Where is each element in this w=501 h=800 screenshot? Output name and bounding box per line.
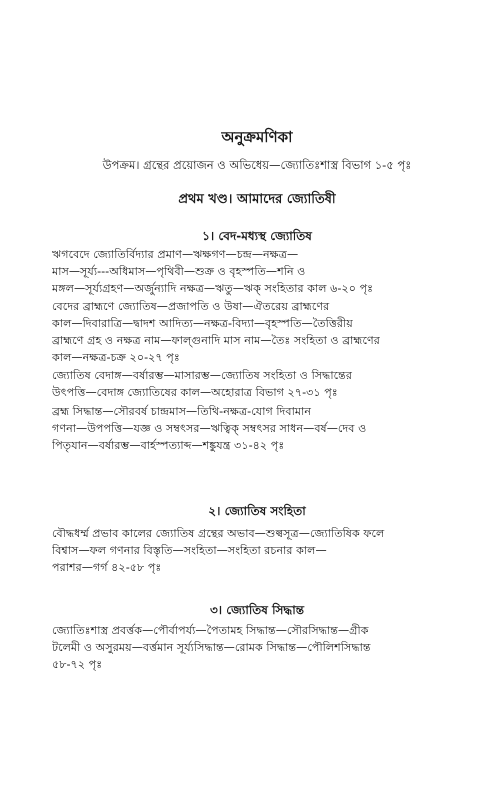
text-line: ঋগবেদে জ্যোতির্বিদ্যার প্রমাণ—ঋক্ষগণ—চন্দ্র—নক্ষত্র— — [52, 248, 299, 261]
text-line: গণনা—উপপত্তি—যজ্ঞ ও সম্বৎসর—ঋত্বিক্‌ সম্বৎসর সাধন—বর্ষ—দেব ও — [52, 422, 367, 436]
part-heading: প্রথম খণ্ড। আমাদের জ্যোতিষী — [178, 192, 336, 207]
paragraph — [52, 367, 462, 401]
paragraph — [52, 403, 462, 455]
text-line: ৫৮-৭২ পৃঃ — [52, 658, 103, 672]
text-line: বেদের ব্রাহ্মণে জ্যোতিষ—প্রজাপতি ও উষা—ঐতরেয় ব্রাহ্মণের — [52, 299, 330, 313]
text-line: ব্রাহ্মণে গ্রহ ও নক্ষত্র নাম—ফাল্গুনাদি মাস নাম—তৈঃ সংহিতা ও ব্রাহ্মণের — [52, 334, 380, 348]
text-line: ব্রহ্ম সিদ্ধান্ত—সৌরবর্ষ চান্দ্রমাস—তিথি-নক্ষত্র-যোগ দিবামান — [52, 405, 312, 418]
text-line: বৌদ্ধধর্ম্ম প্রভাব কালের জ্যোতিষ গ্রন্থের অভাব—শুল্বসূত্র—জ্যোতিষিক ফলে — [52, 527, 385, 540]
text-line: কাল—নক্ষত্র-চক্র ২০-২৭ পৃঃ — [52, 351, 180, 365]
text-line: উৎপত্তি—বেদাঙ্গ জ্যোতিষের কাল—অহোরাত্র বিভাগ ২৭-৩১ পৃঃ — [52, 386, 338, 400]
text-line: পিতৃযান—বর্ষারম্ভ—বার্হস্পত্যাব্দ—শঙ্কুযন্ত্র ৩১-৪২ পৃঃ — [52, 439, 285, 453]
text-line: জ্যোতিঃশাস্ত্র প্রবর্ত্তক—পৌর্বাপর্য্য—পৈতামহ সিদ্ধান্ত—সৌরসিদ্ধান্ত—গ্রীক — [52, 624, 369, 637]
text-line: কাল—দিবারাত্রি—দ্বাদশ আদিত্য—নক্ষত্র-বিদ্যা—বৃহস্পতি—তৈত্তিরীয় — [52, 316, 353, 330]
page-title: অনুক্রমণিকা — [221, 128, 293, 146]
text-line: পরাশর—গর্গ ৪২-৫৮ পৃঃ — [52, 561, 162, 575]
intro-line: উপক্রম। গ্রন্থের প্রয়োজন ও অভিধেয়—জ্যোতিঃশাস্ত্র বিভাগ ১-৫ পৃঃ — [102, 158, 412, 172]
text-line: মঙ্গল—সূর্য্যগ্রহণ—অর্জুন্যাদি নক্ষত্র—ঋতু—ঋক্‌ সংহিতার কাল ৬-২০ পৃঃ — [52, 282, 374, 296]
text-line: মাস—সূর্য্য---অধিমাস—পৃথিবী—শুক্র ও বৃহস্পতি—শনি ও — [52, 265, 306, 279]
paragraph — [52, 246, 462, 366]
text-line: জ্যোতিষ বেদাঙ্গ—বর্ষারম্ভ—মাসারম্ভ—জ্যোতিষ সংহিতা ও সিদ্ধান্তের — [52, 369, 352, 382]
section-heading: ৩। জ্যোতিষ সিদ্ধান্ত — [210, 603, 304, 617]
text-line: বিশ্বাস—ফল গণনার বিস্তৃতি—সংহিতা—সংহিতা রচনার কাল— — [52, 544, 327, 558]
text-line: টলেমী ও অসুরময়—বর্ত্তমান সূর্য্যসিদ্ধান্ত—রোমক সিদ্ধান্ত—পৌলিশসিদ্ধান্ত — [52, 641, 371, 655]
section-heading: ২। জ্যোতিষ সংহিতা — [208, 504, 306, 518]
paragraph — [52, 525, 462, 577]
section-heading: ১। বেদ-মধ্যস্থ জ্যোতিষ — [202, 229, 312, 243]
paragraph — [52, 622, 462, 674]
